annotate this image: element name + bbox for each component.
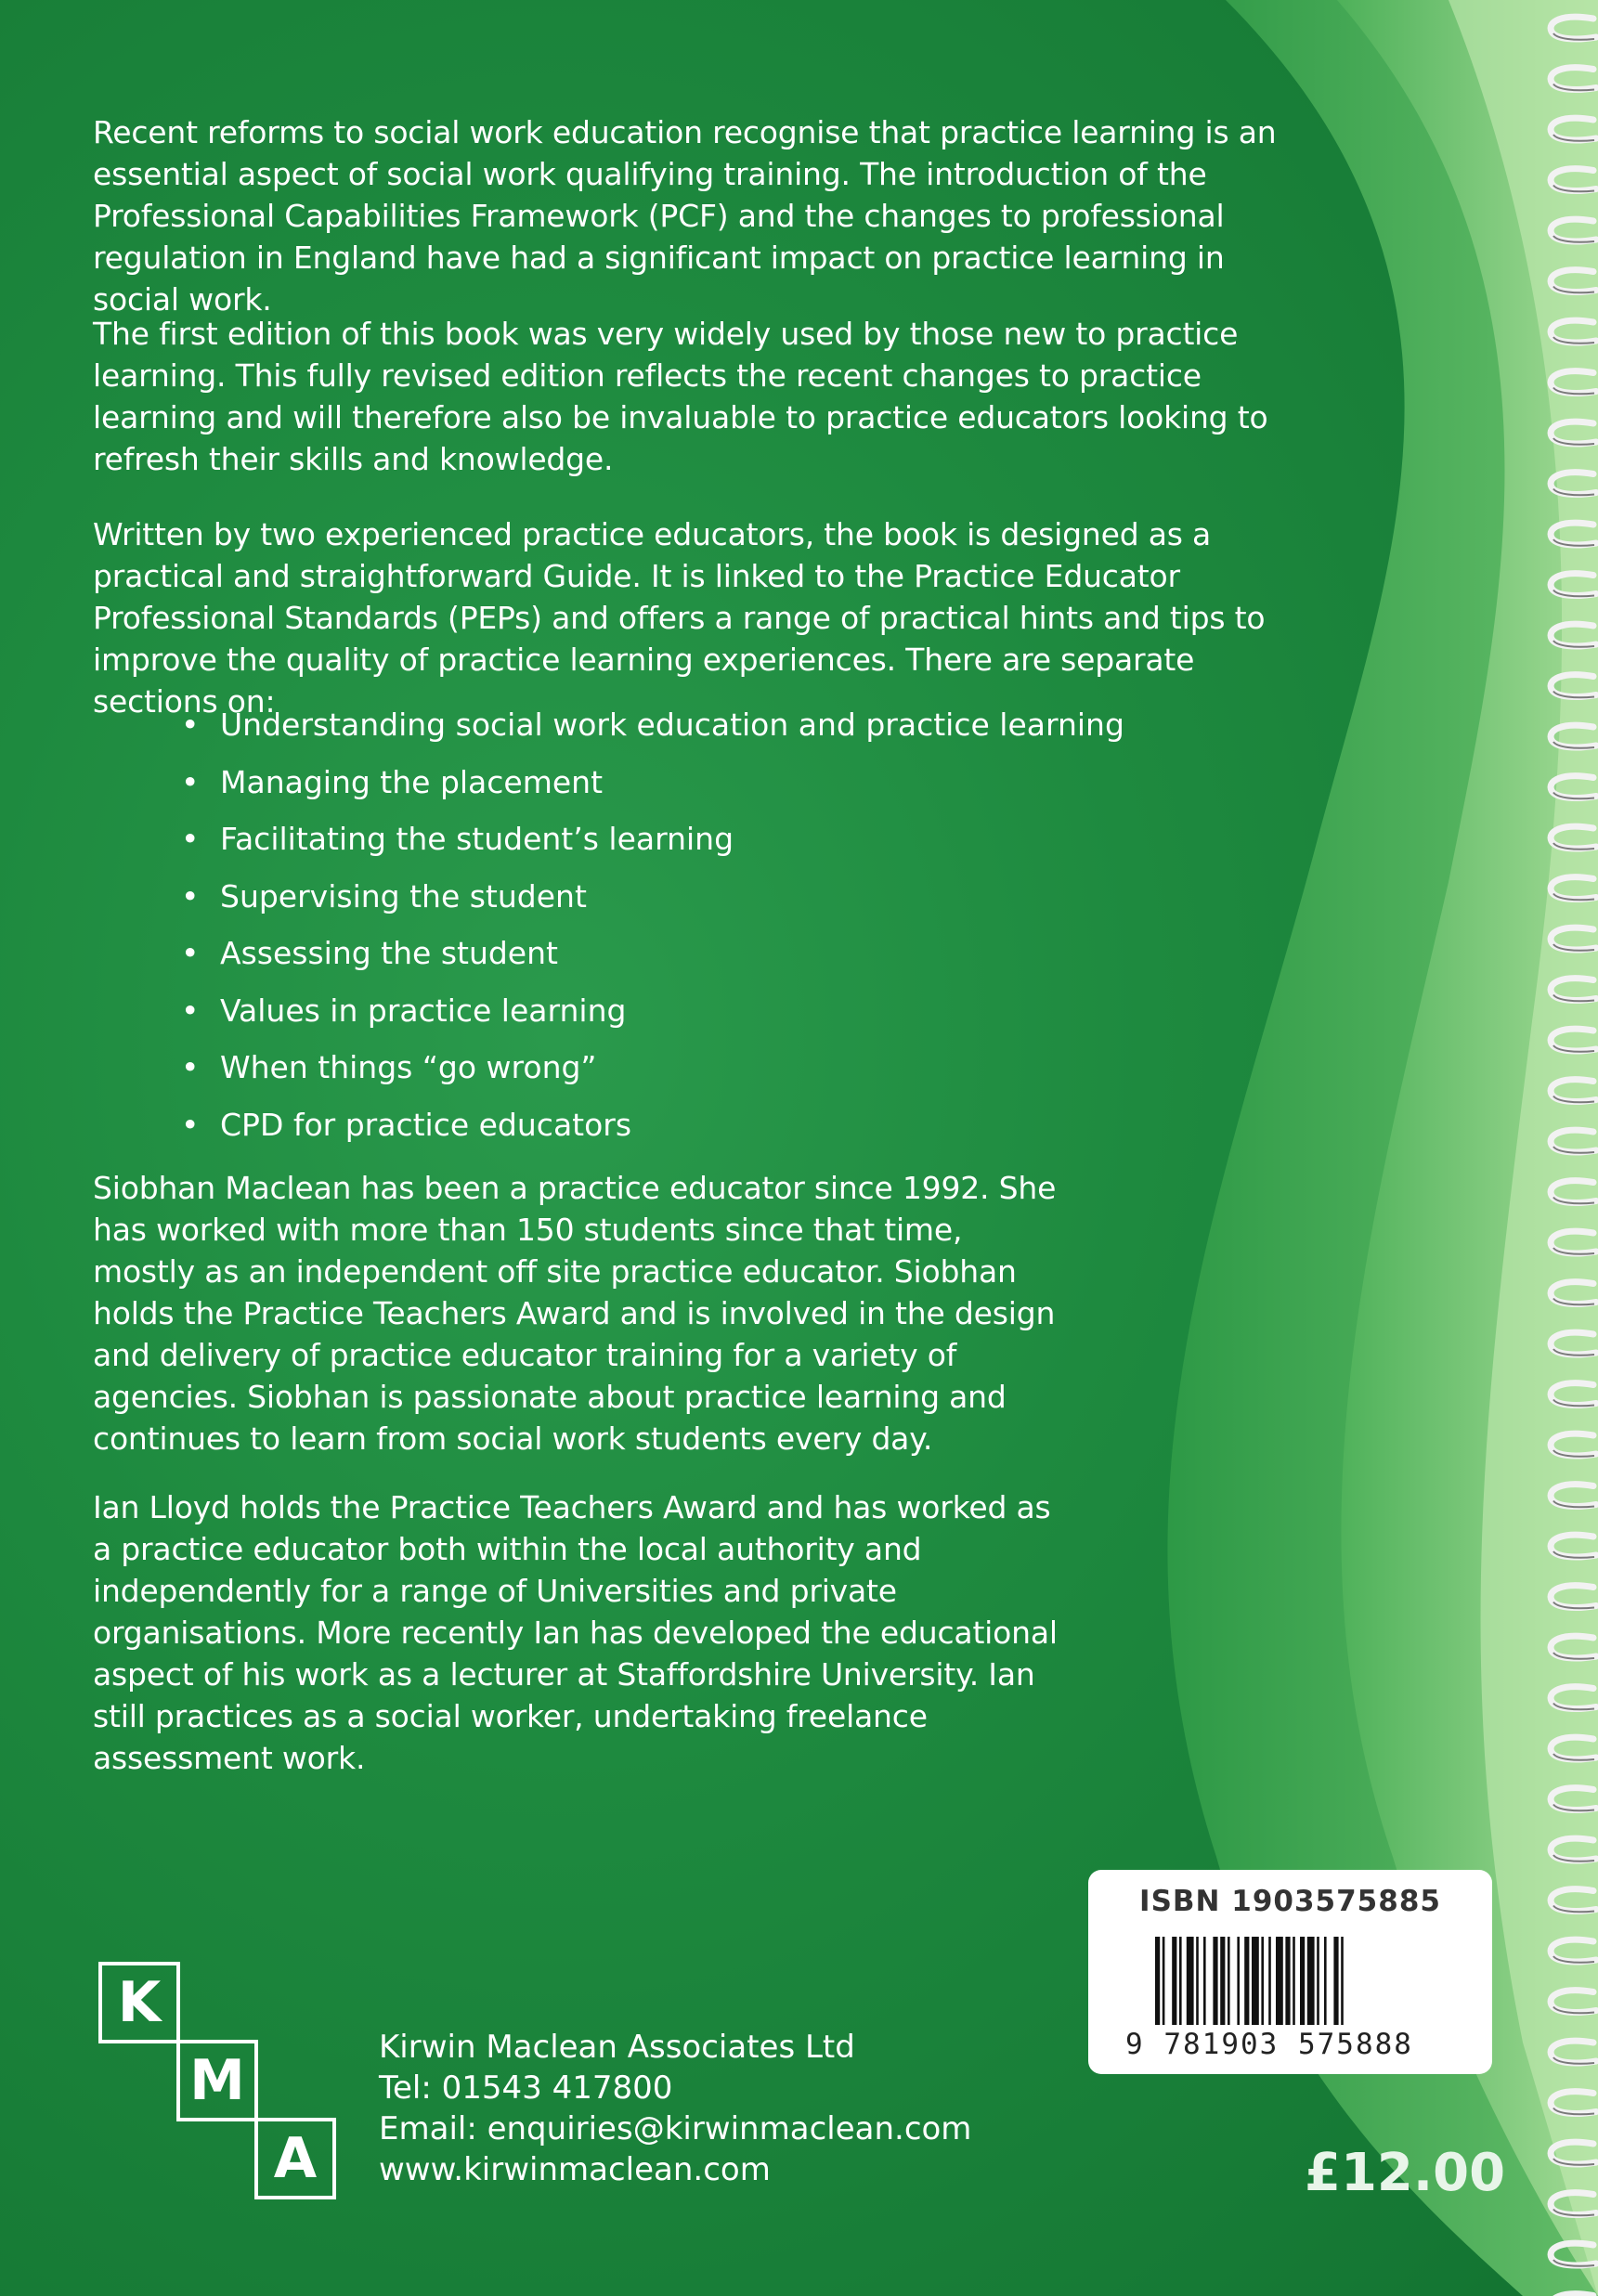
barcode-bar [1237,1937,1240,2025]
list-item: • When things “go wrong” [181,1039,1124,1096]
barcode-bar [1285,1937,1290,2025]
list-item: • Managing the placement [181,754,1124,811]
publisher-phone: Tel: 01543 417800 [379,2069,673,2107]
barcode-bar [1307,1937,1315,2025]
publisher-name: Kirwin Maclean Associates Ltd [379,2029,855,2066]
barcode-bar [1293,1937,1295,2025]
barcode-sticker [1088,1870,1492,2074]
logo-letter-a: A [254,2118,336,2199]
author-bio-siobhan: Siobhan Maclean has been a practice educator since 1992. She has worked with more than 150 students since that time, mostly as an independent off site practice educator. Siobhan holds the Practice Teachers Award and is involved in the design and delivery of practice educator training for a variety of agencies. Siobhan is passionate about practice learning and continues to learn from social work students every day. [93,1170,1057,1457]
publisher-contact [379,2027,971,2190]
barcode-bar [1228,1937,1230,2025]
barcode-bar [1163,1937,1165,2025]
list-item: • Assessing the student [181,925,1124,982]
barcode-bar [1268,1937,1271,2025]
ean-digits: 9 781903 575888 [1125,2028,1413,2061]
description-paragraph-1: Recent reforms to social work education recognise that practice learning is an essential aspect of social work qualifying training. The introduction of the Professional Capabilities Framework (PCF) and the changes to professional regulation in England have had a significant impact on practice learning in social work. [93,114,1277,318]
barcode-bar [1244,1937,1249,2025]
logo-letter-m: M [176,2040,258,2121]
author-bio-ian: Ian Lloyd holds the Practice Teachers Award and has worked as a practice educator both within the local authority and independently for a range of Universities and private organisations. More recently Ian has developed the educational aspect of his work as a lecturer at Staffordshire University. Ian still practices as a social worker, undertaking freelance assessment work. [93,1489,1058,1776]
publisher-website: www.kirwinmaclean.com [379,2151,771,2188]
barcode-bar [1261,1937,1264,2025]
price-label: £12.00 [1305,2143,1506,2203]
publisher-email: Email: enquiries@kirwinmaclean.com [379,2110,972,2147]
barcode-bar [1203,1937,1206,2025]
list-item: • Values in practice learning [181,982,1124,1040]
barcode-bar [1220,1937,1225,2025]
list-item: • Facilitating the student’s learning [181,811,1124,868]
barcode-bar [1317,1937,1319,2025]
description-paragraph-3: Written by two experienced practice educators, the book is designed as a practical and straightforward Guide. It is linked to the Practice Educator Professional Standards (PEPs) and offers a range of practical hints and tips to improve the quality of practice learning experiences. There are separate sections on: [93,516,1266,720]
list-item: • Understanding social work education and practice learning [181,696,1124,754]
logo-letter-k: K [98,1962,180,2043]
description-paragraph-2: The first edition of this book was very widely used by those new to practice learning. This fully revised edition reflects the recent changes to practice learning and will therefore also be invaluable to practice educators looking to refresh their skills and knowledge. [93,316,1268,477]
barcode-bar [1341,1937,1344,2025]
barcode-bar [1324,1937,1327,2025]
barcode-bar [1300,1937,1305,2025]
isbn-label: ISBN 1903575885 [1139,1885,1441,1918]
barcode-bar [1196,1937,1199,2025]
barcode-bar [1179,1937,1182,2025]
spiral-binding [1496,0,1598,2296]
sections-list [181,696,1124,1153]
barcode-bar [1172,1937,1176,2025]
list-item: • CPD for practice educators [181,1096,1124,1154]
barcode-bar [1333,1937,1338,2025]
barcode-bar [1155,1937,1160,2025]
barcode-bar [1187,1937,1194,2025]
barcode-bar [1213,1937,1217,2025]
barcode-icon [1155,1937,1434,2030]
kma-logo [98,1962,331,2194]
list-item: • Supervising the student [181,868,1124,926]
barcode-bar [1252,1937,1259,2025]
barcode-bar [1276,1937,1283,2025]
